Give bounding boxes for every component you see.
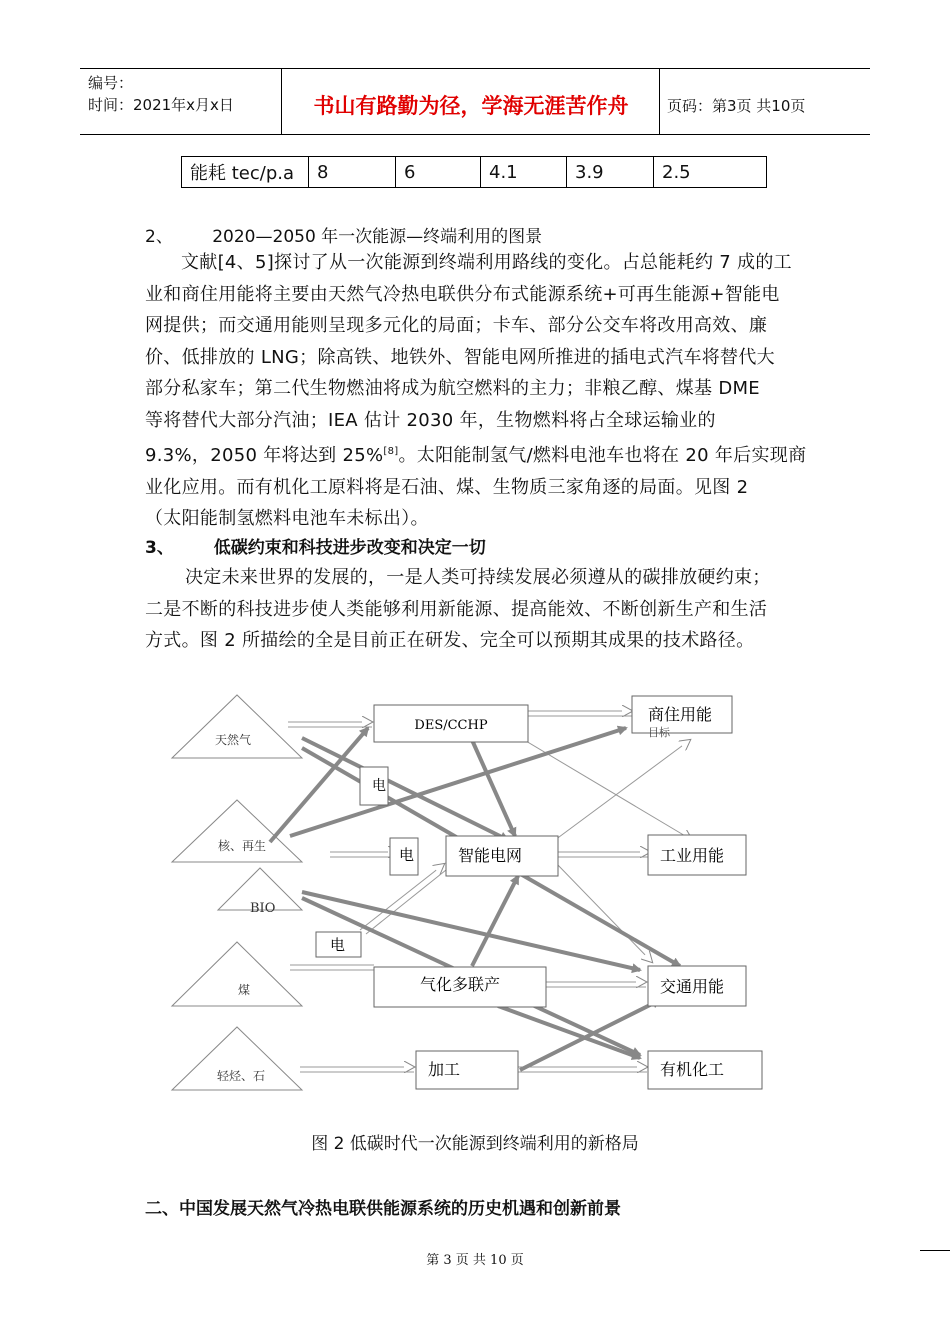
paragraph-line: 业和商住用能将主要由天然气冷热电联供分布式能源系统+可再生能源+智能电: [145, 283, 780, 305]
source-coal: [172, 942, 302, 1006]
table-cell: 3.9: [567, 157, 654, 188]
node-label-clipped: 目标: [648, 726, 670, 739]
node-electricity-1: [360, 767, 388, 805]
node-residential-energy: [632, 696, 732, 739]
node-industry-energy: [648, 835, 746, 875]
node-gasification-polygeneration: [374, 967, 546, 1007]
node-processing: [416, 1051, 518, 1089]
table-cell: 4.1: [481, 157, 567, 188]
page-footer: 第 3 页 共 10 页: [426, 1253, 524, 1268]
node-label: 工业用能: [660, 846, 725, 865]
node-label: 电: [372, 778, 386, 794]
section3-title: 低碳约束和科技进步改变和决定一切: [213, 538, 486, 558]
source-label: 煤: [238, 983, 251, 997]
node-label: 加工: [428, 1060, 461, 1079]
table-row-label: 能耗 tec/p.a: [182, 157, 309, 188]
paragraph-line: 二是不断的科技进步使人类能够利用新能源、提高能效、不断创新生产和生活: [145, 598, 768, 620]
source-label: 轻烃、石: [217, 1069, 266, 1083]
chapter2-heading: 二、中国发展天然气冷热电联供能源系统的历史机遇和创新前景: [145, 1199, 621, 1219]
node-label: 商住用能: [648, 705, 713, 724]
section2-title: 2020—2050 年一次能源—终端利用的图景: [212, 227, 543, 247]
node-organic-chemical: [648, 1051, 762, 1089]
paragraph-line: 决定未来世界的发展的，一是人类可持续发展必须遵从的碳排放硬约束；: [185, 567, 771, 588]
node-label: 电: [330, 936, 346, 954]
node-label: 智能电网: [458, 846, 523, 865]
header-page-number: 页码：第3页 共10页: [667, 97, 806, 115]
source-label: 天然气: [215, 733, 252, 747]
section3-number: 3、: [145, 538, 174, 558]
source-label: 核、再生: [218, 839, 267, 853]
node-electricity-3: [316, 932, 361, 957]
node-label: 有机化工: [660, 1060, 725, 1079]
node-transport-energy: [648, 966, 746, 1006]
figure-caption: 图 2 低碳时代一次能源到终端利用的新格局: [311, 1134, 639, 1154]
source-label: BIO: [250, 901, 276, 916]
paragraph-fragment: 9.3%，2050 年将达到 25%: [145, 445, 384, 466]
paragraph-fragment: 。太阳能制氢气/燃料电池车也将在 20 年后实现商: [398, 445, 807, 466]
node-smart-grid: [446, 836, 558, 876]
section2-number: 2、: [145, 227, 173, 247]
header-time: 时间：2021年x月x日: [88, 96, 234, 114]
paragraph-line: 文献[4、5]探讨了从一次能源到终端利用路线的变化。占总能耗约 7 成的工: [181, 252, 792, 273]
paragraph-line: 部分私家车；第二代生物燃油将成为航空燃料的主力；非粮乙醇、煤基 DME: [145, 378, 760, 399]
paragraph-line: 价、低排放的 LNG；除高铁、地铁外、智能电网所推进的插电式汽车将替代大: [145, 346, 775, 368]
thick-arrows: [270, 728, 680, 1070]
citation: [8]: [383, 446, 399, 457]
corner-rule: [920, 1250, 950, 1251]
node-label: DES/CCHP: [414, 718, 488, 733]
node-label: 电: [399, 846, 415, 864]
paragraph-line: 等将替代大部分汽油；IEA 估计 2030 年，生物燃料将占全球运输业的: [145, 409, 716, 431]
source-natural-gas: [172, 695, 302, 758]
node-label: 交通用能: [660, 977, 725, 996]
source-nuclear-renewable: [172, 800, 302, 862]
table-cell: 2.5: [654, 157, 767, 188]
table-cell: 8: [309, 157, 396, 188]
hollow-arrows: [288, 711, 692, 1072]
header-motto: 书山有路勤为径，学海无涯苦作舟: [313, 94, 629, 118]
node-electricity-2: [390, 838, 418, 875]
node-label: 气化多联产: [420, 975, 501, 994]
table-cell: 6: [396, 157, 481, 188]
paragraph-line: （太阳能制氢燃料电池车未标出）。: [145, 508, 429, 529]
node-des-cchp: [374, 705, 528, 742]
header-number: 编号：: [88, 74, 134, 92]
paragraph-line: 方式。图 2 所描绘的全是目前正在研发、完全可以预期其成果的技术路径。: [145, 630, 755, 651]
source-light-hydrocarbon: [172, 1027, 302, 1090]
paragraph-line: 业化应用。而有机化工原料将是石油、煤、生物质三家角逐的局面。见图 2: [145, 476, 749, 498]
source-bio: [218, 868, 302, 916]
paragraph-line: 网提供；而交通用能则呈现多元化的局面；卡车、部分公交车将改用高效、廉: [145, 315, 768, 336]
